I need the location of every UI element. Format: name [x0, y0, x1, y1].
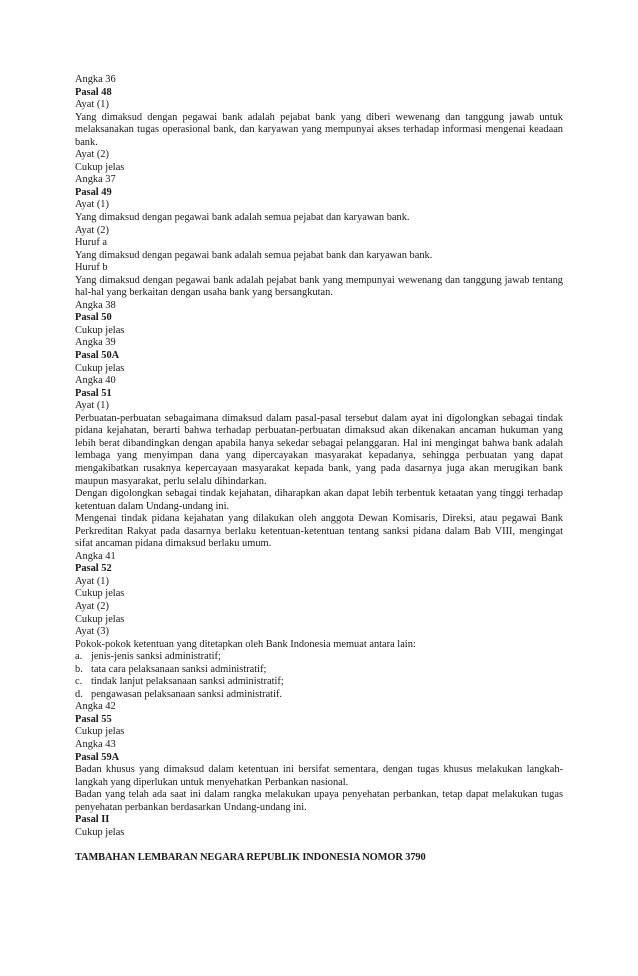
text-line: Ayat (1) [75, 199, 109, 211]
text-line: Angka 38 [75, 299, 116, 311]
list-item [75, 676, 563, 689]
text-line: Huruf a [75, 237, 108, 249]
text-line: Ayat (1) [75, 99, 109, 111]
paragraph: Pokok-pokok ketentuan yang ditetapkan oleh Bank Indonesia memuat antara lain: [75, 638, 416, 650]
text-line: Cukup jelas [75, 613, 125, 625]
text-line: Cukup jelas [75, 826, 125, 838]
list-item [75, 689, 563, 702]
section-heading: Pasal 50 [75, 312, 112, 324]
text-line: Cukup jelas [75, 588, 125, 600]
paragraph: Yang dimaksud dengan pegawai bank adalah semua pejabat dan karyawan bank. [75, 212, 410, 224]
text-line: Angka 39 [75, 337, 116, 349]
text-line: Cukup jelas [75, 161, 125, 173]
list-item-text: tindak lanjut pelaksanaan sanksi administratif; [91, 676, 284, 688]
list-item-text: tata cara pelaksanaan sanksi administratif; [91, 663, 267, 675]
text-line: Cukup jelas [75, 726, 125, 738]
section-heading: Pasal 59A [75, 751, 120, 763]
text-line: Angka 40 [75, 375, 116, 387]
text-line: Huruf b [75, 262, 108, 274]
text-line: Ayat (1) [75, 400, 109, 412]
text-line: Angka 43 [75, 738, 116, 750]
text-line: Cukup jelas [75, 324, 125, 336]
list-marker: d. [75, 688, 83, 700]
document-body [75, 74, 563, 839]
text-line: Ayat (2) [75, 600, 109, 612]
list-item-text: jenis-jenis sanksi administratif; [91, 651, 221, 663]
section-heading: Pasal 49 [75, 186, 112, 198]
paragraph: Yang dimaksud dengan pegawai bank adalah pejabat bank yang mempunyai wewenang dan tanggung jawab tentang hal-hal yang berkaitan dengan usaha bank yang bersangkutan. [75, 274, 563, 299]
section-heading: Pasal 52 [75, 563, 112, 575]
text-line: Ayat (2) [75, 224, 109, 236]
section-heading: Pasal 51 [75, 387, 112, 399]
section-heading: Pasal 50A [75, 350, 120, 362]
paragraph: Yang dimaksud dengan pegawai bank adalah semua pejabat bank dan karyawan bank. [75, 249, 433, 261]
text-line: Ayat (1) [75, 575, 109, 587]
paragraph: Dengan digolongkan sebagai tindak kejahatan, diharapkan akan dapat lebih terbentuk ketaatan yang tinggi terhadap ketentuan dalam Undang-undang ini. [75, 488, 563, 512]
text-line: Angka 37 [75, 174, 116, 186]
list-marker: c. [75, 676, 83, 688]
section-heading: Pasal 55 [75, 713, 112, 725]
text-line: Ayat (2) [75, 149, 109, 161]
list-item [75, 651, 563, 664]
list-marker: b. [75, 663, 83, 675]
paragraph: Yang dimaksud dengan pegawai bank adalah pejabat bank yang diberi wewenang dan tanggung jawab untuk melaksanakan tugas operasional bank, dan karyawan yang mempunyai akses terhadap informasi mengenai keadaan bank. [75, 111, 563, 148]
paragraph: Perbuatan-perbuatan sebagaimana dimaksud dalam pasal-pasal tersebut dalam ayat ini digolongkan sebagai tindak pidana kejahatan, berarti bahwa terhadap perbuatan-perbuatan dimaksud akan dikenakan ancaman hukuman yang lebih berat dibandingkan dengan apabila hanya sekedar sebagai pelanggaran. Hal ini mengingat bahwa bank adalah lembaga yang menyimpan dana yang dipercayakan masyarakat kepadanya, sehingga perbuatan yang dapat mengakibatkan rusaknya kepercayaan masyarakat kepada bank, yang pada dasarnya juga akan merugikan bank maupun masyarakat, perlu selalu dihindarkan. [75, 412, 563, 487]
text-line: Angka 41 [75, 550, 116, 562]
paragraph: Mengenai tindak pidana kejahatan yang dilakukan oleh anggota Dewan Komisaris, Direksi, atau pegawai Bank Perkreditan Rakyat pada dasarnya berlaku ketentuan-ketentuan tentang sanksi pidana dalam Bab VIII, mengingat sifat ancaman pidana dimaksud berlaku umum. [75, 513, 563, 550]
text-line: Angka 42 [75, 701, 116, 713]
text-line: Cukup jelas [75, 362, 125, 374]
section-heading: Pasal II [75, 814, 110, 826]
list-marker: a. [75, 651, 83, 663]
text-line: Angka 36 [75, 74, 116, 85]
section-heading: Pasal 48 [75, 86, 112, 98]
list-item [75, 664, 563, 677]
text-line: Ayat (3) [75, 626, 109, 638]
paragraph: Badan khusus yang dimaksud dalam ketentuan ini bersifat sementara, dengan tugas khusus melakukan langkah-langkah yang diperlukan untuk menyehatkan Perbankan nasional. [75, 764, 563, 788]
document-footer: TAMBAHAN LEMBARAN NEGARA REPUBLIK INDONESIA NOMOR 3790 [75, 852, 426, 863]
paragraph: Badan yang telah ada saat ini dalam rangka melakukan upaya penyehatan perbankan, tetap dapat melakukan tugas penyehatan perbankan berdasarkan Undang-undang ini. [75, 789, 563, 813]
list-item-text: pengawasan pelaksanaan sanksi administratif. [91, 688, 283, 700]
